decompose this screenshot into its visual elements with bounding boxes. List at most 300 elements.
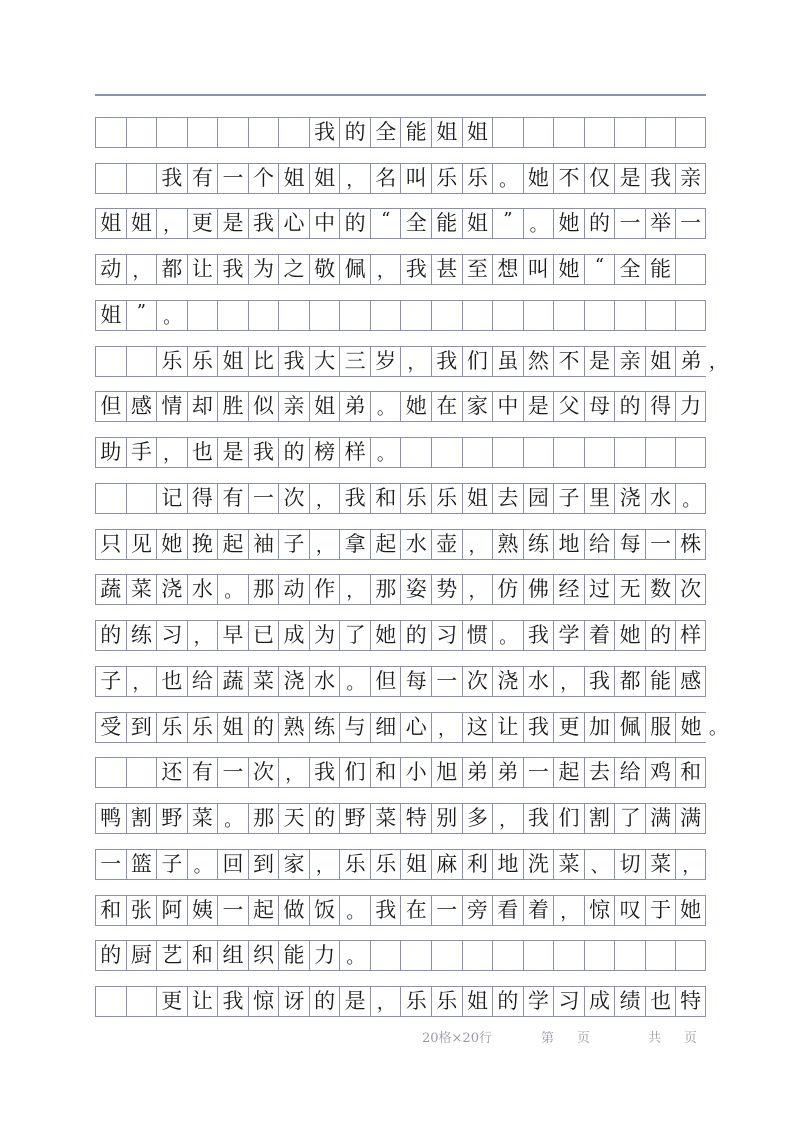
grid-cell: 姐 bbox=[126, 209, 157, 238]
grid-cell bbox=[462, 301, 493, 330]
grid-cell: 一 bbox=[217, 896, 248, 925]
grid-cell: 鸭 bbox=[95, 804, 126, 833]
grid-cell: 名 bbox=[370, 164, 401, 193]
grid-cell: 蔬 bbox=[95, 575, 126, 604]
grid-cell: 壶 bbox=[431, 530, 462, 559]
grid-cell bbox=[645, 301, 676, 330]
grid-cell: 也 bbox=[156, 667, 187, 696]
grid-cell: 做 bbox=[278, 896, 309, 925]
grid-cell: 熟 bbox=[278, 713, 309, 742]
grid-cell: 不 bbox=[553, 164, 584, 193]
grid-cell: 特 bbox=[400, 804, 431, 833]
grid-cell: 我 bbox=[431, 347, 462, 376]
grid-row bbox=[95, 986, 706, 1017]
grid-cell: 的 bbox=[309, 804, 340, 833]
grid-cell bbox=[462, 941, 493, 970]
grid-cell: 乐 bbox=[339, 850, 370, 879]
grid-cell: 和 bbox=[187, 941, 218, 970]
grid-cell: ， bbox=[309, 530, 340, 559]
grid-cell: 乐 bbox=[187, 713, 218, 742]
grid-cell: 是 bbox=[217, 438, 248, 467]
grid-cell: 野 bbox=[339, 804, 370, 833]
grid-cell: 。 bbox=[339, 896, 370, 925]
grid-cell: 熟 bbox=[492, 530, 523, 559]
grid-row bbox=[95, 208, 706, 239]
overflow-punctuation: ， bbox=[709, 351, 727, 373]
grid-cell: 我 bbox=[217, 987, 248, 1016]
grid-cell: 她 bbox=[675, 713, 706, 742]
grid-cell: 得 bbox=[645, 392, 676, 421]
grid-cell: 。 bbox=[370, 392, 401, 421]
grid-cell: 。 bbox=[339, 667, 370, 696]
grid-cell: 手 bbox=[126, 438, 157, 467]
grid-cell: “ bbox=[370, 209, 401, 238]
grid-cell: 的 bbox=[614, 392, 645, 421]
grid-cell bbox=[645, 118, 676, 147]
grid-cell: 利 bbox=[462, 850, 493, 879]
grid-cell: 姐 bbox=[217, 347, 248, 376]
grid-cell bbox=[584, 301, 615, 330]
grid-cell: 三 bbox=[339, 347, 370, 376]
grid-cell: 母 bbox=[584, 392, 615, 421]
grid-cell: 去 bbox=[492, 484, 523, 513]
grid-cell: 讶 bbox=[278, 987, 309, 1016]
grid-cell: 地 bbox=[492, 850, 523, 879]
grid-cell: 次 bbox=[462, 667, 493, 696]
grid-cell: 姐 bbox=[309, 392, 340, 421]
grid-cell: 拿 bbox=[339, 530, 370, 559]
grid-cell: 于 bbox=[645, 896, 676, 925]
grid-cell: 过 bbox=[584, 575, 615, 604]
grid-cell: 园 bbox=[523, 484, 554, 513]
grid-cell: 到 bbox=[126, 713, 157, 742]
grid-cell: 是 bbox=[523, 392, 554, 421]
grid-cell: 一 bbox=[645, 530, 676, 559]
grid-cell bbox=[614, 301, 645, 330]
grid-cell: 家 bbox=[278, 850, 309, 879]
grid-cell: 她 bbox=[675, 896, 706, 925]
grid-cell: 她 bbox=[614, 621, 645, 650]
grid-cell: 也 bbox=[645, 987, 676, 1016]
grid-cell bbox=[217, 301, 248, 330]
grid-cell: 叫 bbox=[400, 164, 431, 193]
grid-cell: ， bbox=[309, 484, 340, 513]
grid-cell: 虽 bbox=[492, 347, 523, 376]
grid-cell: 厨 bbox=[126, 941, 157, 970]
grid-cell: 和 bbox=[370, 758, 401, 787]
grid-cell bbox=[309, 301, 340, 330]
grid-cell: 似 bbox=[248, 392, 279, 421]
grid-cell bbox=[645, 941, 676, 970]
overflow-punctuation: 。 bbox=[709, 717, 727, 739]
grid-cell: 感 bbox=[126, 392, 157, 421]
grid-cell: 小 bbox=[400, 758, 431, 787]
grid-cell: 饭 bbox=[309, 896, 340, 925]
grid-cell: 都 bbox=[614, 667, 645, 696]
grid-cell bbox=[523, 438, 554, 467]
grid-cell: 佛 bbox=[523, 575, 554, 604]
grid-cell: 阿 bbox=[156, 896, 187, 925]
grid-cell bbox=[278, 118, 309, 147]
grid-cell: 是 bbox=[217, 209, 248, 238]
grid-cell: 。 bbox=[217, 804, 248, 833]
grid-cell bbox=[431, 438, 462, 467]
grid-cell: 了 bbox=[614, 804, 645, 833]
grid-row bbox=[95, 712, 727, 743]
grid-cell bbox=[400, 301, 431, 330]
grid-cell: 旭 bbox=[431, 758, 462, 787]
grid-cell: 我 bbox=[309, 758, 340, 787]
grid-cell: 全 bbox=[370, 118, 401, 147]
grid-cell: 浇 bbox=[278, 667, 309, 696]
grid-cell: 弟 bbox=[492, 758, 523, 787]
grid-cell: 乐 bbox=[156, 347, 187, 376]
grid-cell: 我 bbox=[156, 164, 187, 193]
grid-cell bbox=[431, 301, 462, 330]
grid-cell: 是 bbox=[584, 347, 615, 376]
grid-cell: 我 bbox=[523, 804, 554, 833]
grid-cell: 见 bbox=[126, 530, 157, 559]
grid-cell: ， bbox=[370, 255, 401, 284]
grid-cell: 姐 bbox=[95, 301, 126, 330]
grid-cell: 次 bbox=[248, 758, 279, 787]
grid-cell: ， bbox=[400, 347, 431, 376]
grid-cell: 能 bbox=[645, 667, 676, 696]
grid-cell: 举 bbox=[645, 209, 676, 238]
grid-cell: 能 bbox=[431, 209, 462, 238]
grid-cell: 我 bbox=[523, 621, 554, 650]
grid-cell: ， bbox=[156, 209, 187, 238]
grid-cell: 和 bbox=[95, 896, 126, 925]
grid-cell: 不 bbox=[553, 347, 584, 376]
grid-row bbox=[95, 574, 706, 605]
grid-cell: 子 bbox=[278, 530, 309, 559]
grid-cell: ， bbox=[309, 850, 340, 879]
grid-cell: 仿 bbox=[492, 575, 523, 604]
grid-cell: 回 bbox=[217, 850, 248, 879]
grid-cell bbox=[156, 118, 187, 147]
grid-cell: 株 bbox=[675, 530, 706, 559]
grid-row bbox=[95, 483, 706, 514]
grid-cell: 每 bbox=[614, 530, 645, 559]
grid-cell: 叹 bbox=[614, 896, 645, 925]
grid-cell bbox=[95, 484, 126, 513]
grid-cell: 们 bbox=[553, 804, 584, 833]
grid-cell: “ bbox=[584, 255, 615, 284]
grid-cell bbox=[370, 301, 401, 330]
footer-total-label: 共 bbox=[648, 1031, 662, 1046]
grid-cell: 样 bbox=[675, 621, 706, 650]
grid-cell: 习 bbox=[553, 987, 584, 1016]
grid-cell: 学 bbox=[553, 621, 584, 650]
grid-cell bbox=[126, 347, 157, 376]
grid-row bbox=[95, 300, 706, 331]
grid-cell: 有 bbox=[187, 164, 218, 193]
grid-cell: 加 bbox=[584, 713, 615, 742]
grid-cell: 切 bbox=[614, 850, 645, 879]
grid-cell: ， bbox=[492, 804, 523, 833]
grid-cell bbox=[126, 987, 157, 1016]
grid-cell: 亲 bbox=[278, 392, 309, 421]
grid-cell: 一 bbox=[217, 164, 248, 193]
grid-cell: 样 bbox=[339, 438, 370, 467]
grid-cell: 特 bbox=[675, 987, 706, 1016]
grid-cell: ， bbox=[126, 255, 157, 284]
grid-cell: 菜 bbox=[645, 850, 676, 879]
grid-cell: 但 bbox=[370, 667, 401, 696]
grid-cell: 乐 bbox=[156, 713, 187, 742]
grid-cell: 绩 bbox=[614, 987, 645, 1016]
grid-cell: ， bbox=[370, 987, 401, 1016]
grid-cell: 让 bbox=[492, 713, 523, 742]
grid-cell: 敬 bbox=[309, 255, 340, 284]
grid-cell: 练 bbox=[309, 713, 340, 742]
grid-cell: 弟 bbox=[675, 347, 706, 376]
grid-cell: 亲 bbox=[675, 164, 706, 193]
grid-cell: 学 bbox=[523, 987, 554, 1016]
grid-cell: 一 bbox=[614, 209, 645, 238]
grid-cell: 袖 bbox=[248, 530, 279, 559]
grid-cell: 子 bbox=[156, 850, 187, 879]
grid-cell: ， bbox=[126, 667, 157, 696]
grid-cell: 是 bbox=[339, 987, 370, 1016]
grid-cell: 姐 bbox=[431, 118, 462, 147]
grid-cell bbox=[370, 941, 401, 970]
grid-cell: 次 bbox=[675, 575, 706, 604]
grid-cell: 在 bbox=[400, 896, 431, 925]
grid-cell: 姐 bbox=[309, 164, 340, 193]
grid-cell: 心 bbox=[400, 713, 431, 742]
grid-cell: 无 bbox=[614, 575, 645, 604]
grid-cell: 感 bbox=[675, 667, 706, 696]
grid-cell: ” bbox=[126, 301, 157, 330]
grid-cell: 着 bbox=[523, 896, 554, 925]
grid-cell: 那 bbox=[248, 804, 279, 833]
grid-cell: 得 bbox=[187, 484, 218, 513]
grid-cell: 乐 bbox=[431, 987, 462, 1016]
grid-cell: 菜 bbox=[187, 804, 218, 833]
grid-cell: 到 bbox=[248, 850, 279, 879]
grid-cell: 比 bbox=[248, 347, 279, 376]
top-rule-divider bbox=[95, 94, 706, 96]
grid-cell: 们 bbox=[462, 347, 493, 376]
grid-row bbox=[95, 254, 706, 285]
grid-cell: ， bbox=[553, 667, 584, 696]
grid-cell: 习 bbox=[156, 621, 187, 650]
grid-cell: 给 bbox=[614, 758, 645, 787]
grid-cell: 更 bbox=[553, 713, 584, 742]
grid-cell: 一 bbox=[675, 209, 706, 238]
grid-cell: 和 bbox=[370, 484, 401, 513]
grid-cell: 的 bbox=[95, 941, 126, 970]
grid-cell: 也 bbox=[187, 438, 218, 467]
grid-cell bbox=[553, 941, 584, 970]
grid-cell bbox=[492, 941, 523, 970]
grid-cell: 动 bbox=[278, 575, 309, 604]
grid-cell bbox=[492, 118, 523, 147]
grid-cell: 织 bbox=[248, 941, 279, 970]
grid-cell: 一 bbox=[248, 484, 279, 513]
grid-cell: 。 bbox=[523, 209, 554, 238]
grid-cell: 作 bbox=[309, 575, 340, 604]
grid-cell: ” bbox=[492, 209, 523, 238]
grid-cell bbox=[584, 438, 615, 467]
grid-cell: 艺 bbox=[156, 941, 187, 970]
grid-cell bbox=[523, 941, 554, 970]
grid-cell: 我 bbox=[248, 438, 279, 467]
grid-cell: 一 bbox=[95, 850, 126, 879]
grid-cell: ， bbox=[187, 621, 218, 650]
grid-cell: 给 bbox=[584, 530, 615, 559]
grid-cell: 割 bbox=[584, 804, 615, 833]
grid-cell: 一 bbox=[523, 758, 554, 787]
grid-cell bbox=[431, 941, 462, 970]
grid-cell: 水 bbox=[523, 667, 554, 696]
grid-cell: 经 bbox=[553, 575, 584, 604]
grid-cell: 心 bbox=[278, 209, 309, 238]
grid-cell bbox=[675, 301, 706, 330]
grid-cell bbox=[95, 758, 126, 787]
grid-cell: 去 bbox=[584, 758, 615, 787]
grid-cell: 中 bbox=[492, 392, 523, 421]
grid-cell: 全 bbox=[614, 255, 645, 284]
grid-cell: 她 bbox=[370, 621, 401, 650]
grid-cell: 至 bbox=[462, 255, 493, 284]
grid-cell: 。 bbox=[156, 301, 187, 330]
grid-cell: 大 bbox=[309, 347, 340, 376]
footer-page-unit: 页 bbox=[577, 1031, 591, 1046]
grid-cell: 。 bbox=[339, 941, 370, 970]
grid-cell: 只 bbox=[95, 530, 126, 559]
grid-cell: 乐 bbox=[187, 347, 218, 376]
grid-cell: 看 bbox=[492, 896, 523, 925]
grid-cell bbox=[584, 941, 615, 970]
grid-cell bbox=[492, 301, 523, 330]
grid-cell: 水 bbox=[645, 484, 676, 513]
grid-cell: 。 bbox=[492, 164, 523, 193]
grid-cell: 的 bbox=[645, 621, 676, 650]
grid-cell: 我 bbox=[278, 347, 309, 376]
grid-cell: 。 bbox=[675, 484, 706, 513]
grid-cell: 菜 bbox=[370, 804, 401, 833]
grid-cell: 能 bbox=[645, 255, 676, 284]
grid-cell: 的 bbox=[309, 987, 340, 1016]
grid-cell: 姐 bbox=[400, 850, 431, 879]
grid-cell: 我 bbox=[309, 118, 340, 147]
grid-cell: 的 bbox=[339, 209, 370, 238]
grid-cell: 菜 bbox=[553, 850, 584, 879]
grid-cell: 惊 bbox=[248, 987, 279, 1016]
grid-cell: 满 bbox=[645, 804, 676, 833]
grid-cell: 满 bbox=[675, 804, 706, 833]
grid-cell: 惯 bbox=[462, 621, 493, 650]
grid-cell: 鸡 bbox=[645, 758, 676, 787]
grid-cell: 已 bbox=[248, 621, 279, 650]
grid-cell: 割 bbox=[126, 804, 157, 833]
grid-cell: ， bbox=[278, 758, 309, 787]
grid-cell: 她 bbox=[553, 255, 584, 284]
grid-cell bbox=[553, 118, 584, 147]
grid-cell: 早 bbox=[217, 621, 248, 650]
grid-cell: 动 bbox=[95, 255, 126, 284]
grid-cell: 我 bbox=[584, 667, 615, 696]
grid-cell bbox=[126, 118, 157, 147]
grid-cell bbox=[400, 438, 431, 467]
grid-cell: ， bbox=[675, 850, 706, 879]
grid-cell: 。 bbox=[187, 850, 218, 879]
grid-cell bbox=[614, 941, 645, 970]
grid-cell bbox=[95, 987, 126, 1016]
grid-cell bbox=[248, 301, 279, 330]
grid-cell: 练 bbox=[126, 621, 157, 650]
grid-cell: 蔬 bbox=[217, 667, 248, 696]
grid-cell: 习 bbox=[431, 621, 462, 650]
grid-cell: 浇 bbox=[156, 575, 187, 604]
grid-cell: ， bbox=[431, 713, 462, 742]
grid-cell: 乐 bbox=[400, 484, 431, 513]
grid-cell: 张 bbox=[126, 896, 157, 925]
grid-cell bbox=[675, 118, 706, 147]
grid-cell: ， bbox=[156, 438, 187, 467]
grid-cell: 有 bbox=[217, 484, 248, 513]
grid-cell: 能 bbox=[278, 941, 309, 970]
grid-cell: 姐 bbox=[462, 118, 493, 147]
grid-cell: 之 bbox=[278, 255, 309, 284]
grid-cell: 为 bbox=[248, 255, 279, 284]
grid-cell: 佩 bbox=[339, 255, 370, 284]
grid-cell: 然 bbox=[523, 347, 554, 376]
grid-cell: 我 bbox=[645, 164, 676, 193]
grid-cell: 组 bbox=[217, 941, 248, 970]
grid-cell: 岁 bbox=[370, 347, 401, 376]
grid-cell: 。 bbox=[217, 575, 248, 604]
grid-cell: 浇 bbox=[614, 484, 645, 513]
grid-cell: 受 bbox=[95, 713, 126, 742]
grid-cell: 乐 bbox=[400, 987, 431, 1016]
grid-cell: 弟 bbox=[339, 392, 370, 421]
grid-cell: 给 bbox=[187, 667, 218, 696]
grid-row bbox=[95, 391, 706, 422]
grid-cell: 我 bbox=[217, 255, 248, 284]
grid-cell bbox=[126, 484, 157, 513]
grid-cell: 的 bbox=[278, 438, 309, 467]
grid-cell: 挽 bbox=[187, 530, 218, 559]
grid-cell: 胜 bbox=[217, 392, 248, 421]
grid-cell: 让 bbox=[187, 255, 218, 284]
grid-cell: 这 bbox=[462, 713, 493, 742]
grid-cell: 全 bbox=[400, 209, 431, 238]
grid-cell: 旁 bbox=[462, 896, 493, 925]
footer-grid-spec: 20格×20行 bbox=[422, 1031, 492, 1046]
grid-cell: 天 bbox=[278, 804, 309, 833]
grid-cell: 的 bbox=[400, 621, 431, 650]
grid-cell: 的 bbox=[339, 118, 370, 147]
grid-cell: 水 bbox=[400, 530, 431, 559]
grid-cell: 我 bbox=[339, 484, 370, 513]
grid-cell: 有 bbox=[187, 758, 218, 787]
grid-cell: 多 bbox=[462, 804, 493, 833]
grid-row bbox=[95, 757, 706, 788]
grid-cell bbox=[645, 438, 676, 467]
grid-cell: 里 bbox=[584, 484, 615, 513]
grid-cell: ， bbox=[339, 575, 370, 604]
grid-cell: 我 bbox=[248, 209, 279, 238]
grid-cell: 家 bbox=[462, 392, 493, 421]
grid-cell: 甚 bbox=[431, 255, 462, 284]
grid-cell: 我 bbox=[523, 713, 554, 742]
grid-cell: 一 bbox=[431, 667, 462, 696]
grid-cell bbox=[675, 255, 706, 284]
